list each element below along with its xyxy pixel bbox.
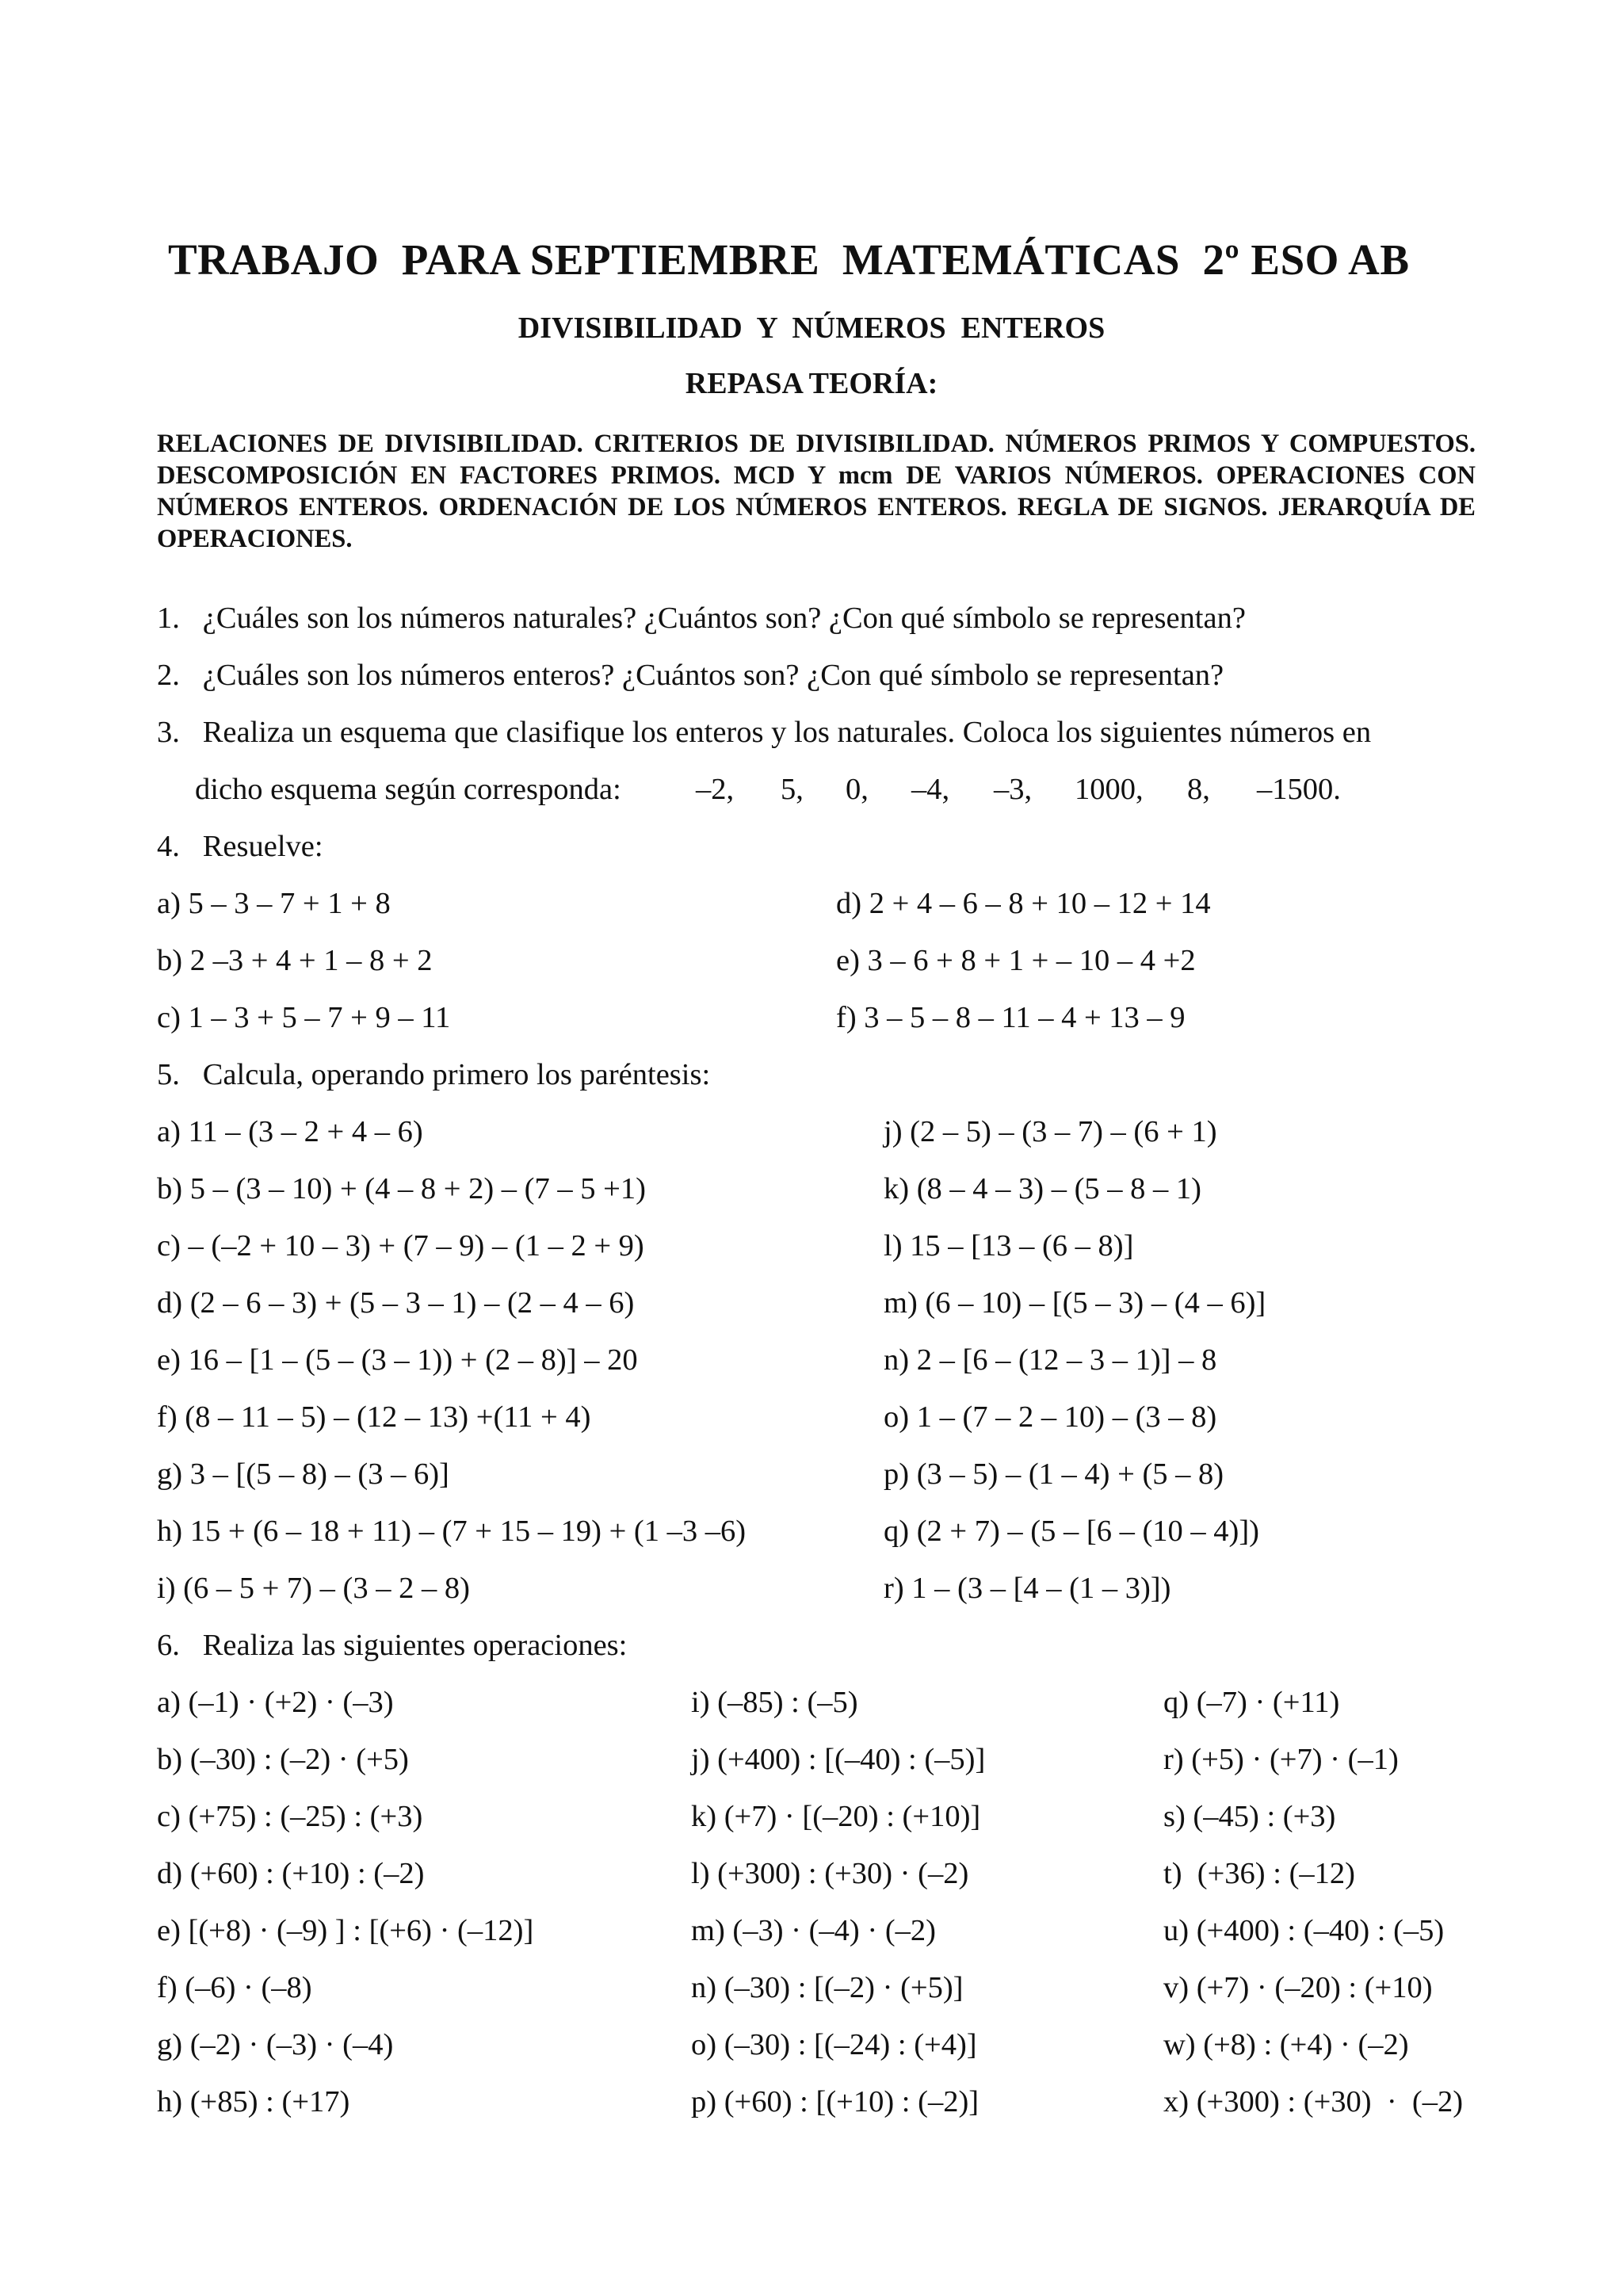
exercise-item: r) 1 – (3 – [4 – (1 – 3)])	[884, 1572, 1171, 1605]
number-list-item: 0,	[846, 773, 869, 806]
exercise-item: d) 2 + 4 – 6 – 8 + 10 – 12 + 14	[836, 887, 1211, 920]
exercise-item: k) (8 – 4 – 3) – (5 – 8 – 1)	[884, 1172, 1201, 1205]
exercise-item: l) 15 – [13 – (6 – 8)]	[884, 1229, 1134, 1263]
exercise-item: r) (+5) · (+7) · (–1)	[1163, 1743, 1399, 1776]
exercise-item: c) – (–2 + 10 – 3) + (7 – 9) – (1 – 2 + 9)	[157, 1229, 644, 1263]
question-1: 1. ¿Cuáles son los números naturales? ¿Cuántos son? ¿Con qué símbolo se representan?	[157, 602, 1246, 635]
exercise-item: p) (+60) : [(+10) : (–2)]	[691, 2085, 980, 2118]
section-subtitle: DIVISIBILIDAD Y NÚMEROS ENTEROS	[517, 311, 1106, 345]
exercise-item: j) (2 – 5) – (3 – 7) – (6 + 1)	[884, 1115, 1217, 1148]
exercise-item: b) (–30) : (–2) · (+5)	[157, 1743, 409, 1776]
exercise-item: i) (–85) : (–5)	[691, 1686, 858, 1719]
exercise-item: f) 3 – 5 – 8 – 11 – 4 + 13 – 9	[836, 1001, 1186, 1034]
exercise-item: s) (–45) : (+3)	[1163, 1800, 1336, 1833]
exercise-item: v) (+7) · (–20) : (+10)	[1163, 1971, 1433, 2004]
exercise-item: c) 1 – 3 + 5 – 7 + 9 – 11	[157, 1001, 451, 1034]
question-4: 4. Resuelve:	[157, 830, 323, 863]
exercise-item: d) (+60) : (+10) : (–2)	[157, 1857, 425, 1890]
exercise-item: b) 2 –3 + 4 + 1 – 8 + 2	[157, 944, 433, 977]
exercise-item: f) (–6) · (–8)	[157, 1971, 312, 2004]
exercise-item: e) 3 – 6 + 8 + 1 + – 10 – 4 +2	[836, 944, 1196, 977]
number-list-item: –2,	[696, 773, 735, 806]
exercise-item: n) (–30) : [(–2) · (+5)]	[691, 1971, 964, 2004]
exercise-item: b) 5 – (3 – 10) + (4 – 8 + 2) – (7 – 5 +1)	[157, 1172, 646, 1205]
question-6: 6. Realiza las siguientes operaciones:	[157, 1629, 628, 1662]
exercise-item: m) (–3) · (–4) · (–2)	[691, 1914, 936, 1947]
exercise-item: c) (+75) : (–25) : (+3)	[157, 1800, 423, 1833]
theory-topics: RELACIONES DE DIVISIBILIDAD. CRITERIOS DE DIVISIBILIDAD. NÚMEROS PRIMOS Y COMPUESTOS. DESCOMPOSICIÓN EN FACTORES PRIMOS. MCD Y mcm DE VARIOS NÚMEROS. OPERACIONES CON NÚMEROS ENTEROS. ORDENACIÓN DE LOS NÚMEROS ENTEROS. REGLA DE SIGNOS. JERARQUÍA DE OPERACIONES.	[157, 430, 1476, 553]
exercise-item: h) 15 + (6 – 18 + 11) – (7 + 15 – 19) + (1 –3 –6)	[157, 1515, 747, 1548]
exercise-item: e) 16 – [1 – (5 – (3 – 1)) + (2 – 8)] – 20	[157, 1343, 638, 1377]
exercise-item: h) (+85) : (+17)	[157, 2085, 350, 2118]
exercise-item: w) (+8) : (+4) · (–2)	[1163, 2028, 1409, 2061]
exercise-item: k) (+7) · [(–20) : (+10)]	[691, 1800, 981, 1833]
question-3-continuation: dicho esquema según corresponda:	[195, 773, 621, 806]
exercise-item: a) 11 – (3 – 2 + 4 – 6)	[157, 1115, 423, 1148]
exercise-item: n) 2 – [6 – (12 – 3 – 1)] – 8	[884, 1343, 1217, 1377]
exercise-item: a) 5 – 3 – 7 + 1 + 8	[157, 887, 391, 920]
exercise-item: p) (3 – 5) – (1 – 4) + (5 – 8)	[884, 1457, 1224, 1491]
question-2: 2. ¿Cuáles son los números enteros? ¿Cuántos son? ¿Con qué símbolo se representan?	[157, 659, 1224, 692]
number-list-item: 1000,	[1075, 773, 1144, 806]
exercise-item: e) [(+8) · (–9) ] : [(+6) · (–12)]	[157, 1914, 534, 1947]
exercise-item: l) (+300) : (+30) · (–2)	[691, 1857, 969, 1890]
exercise-item: f) (8 – 11 – 5) – (12 – 13) +(11 + 4)	[157, 1400, 591, 1434]
exercise-item: q) (–7) · (+11)	[1163, 1686, 1340, 1719]
page-title: TRABAJO PARA SEPTIEMBRE MATEMÁTICAS 2º ESO AB	[168, 235, 1410, 284]
exercise-item: g) 3 – [(5 – 8) – (3 – 6)]	[157, 1457, 449, 1491]
exercise-item: x) (+300) : (+30) · (–2)	[1163, 2085, 1464, 2118]
question-5: 5. Calcula, operando primero los paréntesis:	[157, 1058, 711, 1091]
number-list-item: –4,	[911, 773, 950, 806]
exercise-item: g) (–2) · (–3) · (–4)	[157, 2028, 394, 2061]
exercise-item: t) (+36) : (–12)	[1163, 1857, 1355, 1890]
number-list-item: –1500.	[1257, 773, 1341, 806]
exercise-item: a) (–1) · (+2) · (–3)	[157, 1686, 394, 1719]
theory-heading: REPASA TEORÍA:	[685, 367, 938, 400]
exercise-item: j) (+400) : [(–40) : (–5)]	[691, 1743, 986, 1776]
exercise-item: d) (2 – 6 – 3) + (5 – 3 – 1) – (2 – 4 – 6)	[157, 1286, 635, 1320]
exercise-item: o) 1 – (7 – 2 – 10) – (3 – 8)	[884, 1400, 1217, 1434]
exercise-item: u) (+400) : (–40) : (–5)	[1163, 1914, 1445, 1947]
number-list-item: –3,	[994, 773, 1033, 806]
exercise-item: i) (6 – 5 + 7) – (3 – 2 – 8)	[157, 1572, 470, 1605]
number-list-item: 5,	[781, 773, 804, 806]
number-list-item: 8,	[1187, 773, 1210, 806]
exercise-item: o) (–30) : [(–24) : (+4)]	[691, 2028, 977, 2061]
question-3: 3. Realiza un esquema que clasifique los enteros y los naturales. Coloca los siguientes números en	[157, 716, 1372, 749]
exercise-item: m) (6 – 10) – [(5 – 3) – (4 – 6)]	[884, 1286, 1266, 1320]
exercise-item: q) (2 + 7) – (5 – [6 – (10 – 4)])	[884, 1515, 1259, 1548]
